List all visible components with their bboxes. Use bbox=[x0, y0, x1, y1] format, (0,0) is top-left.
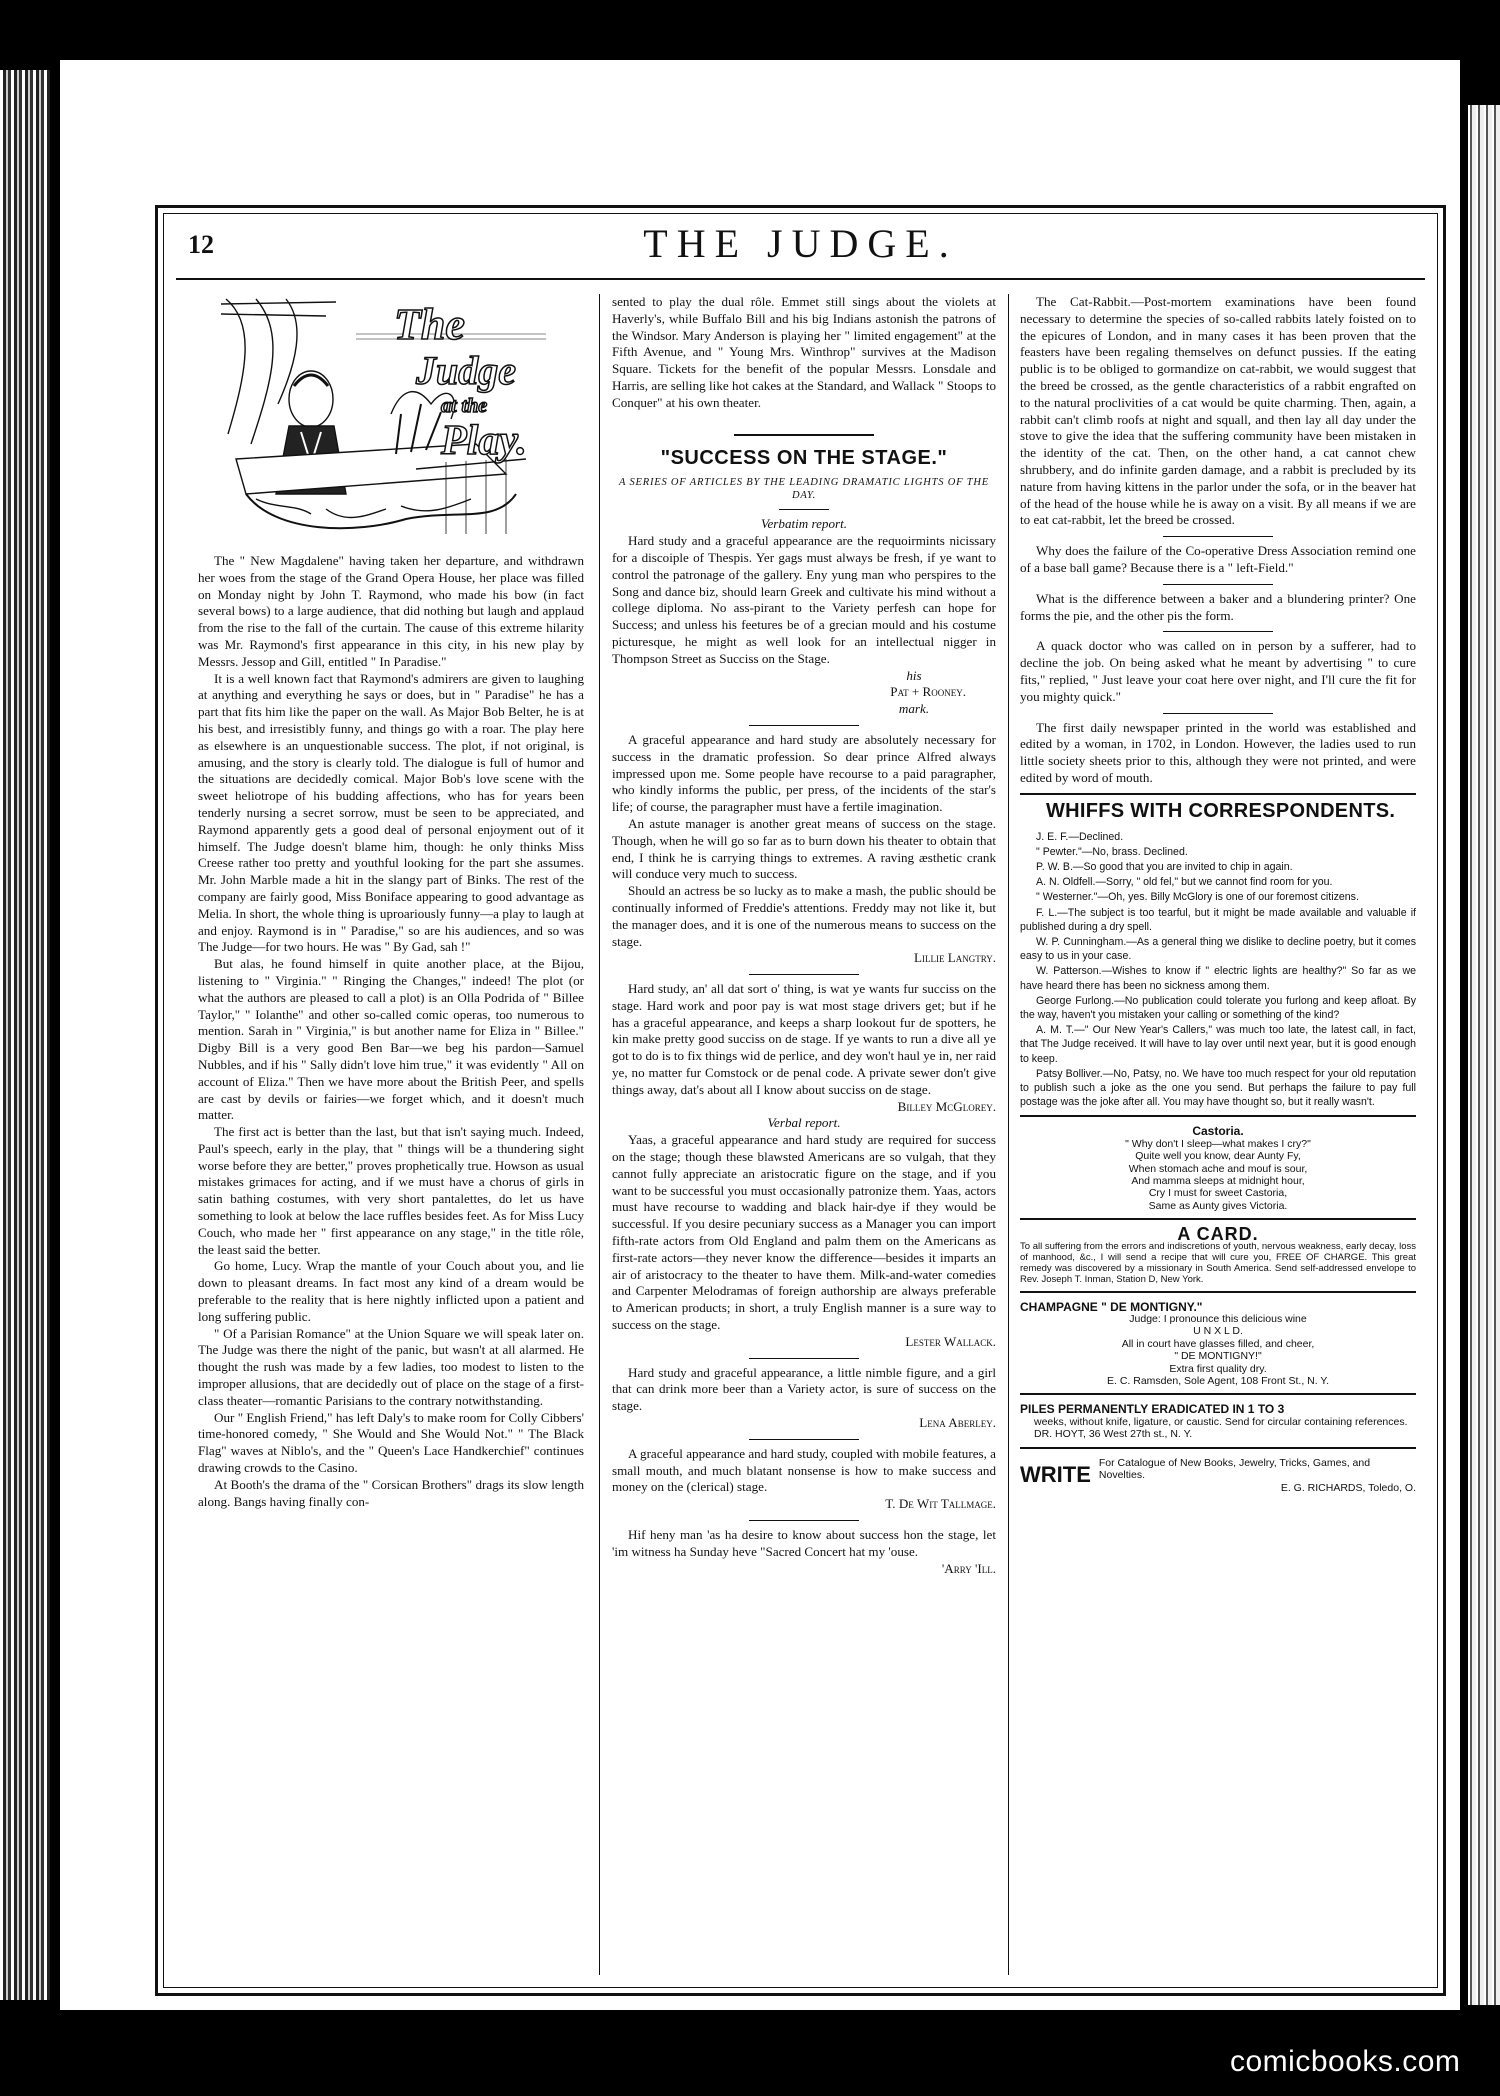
column-divider bbox=[599, 294, 600, 1975]
article-paragraph: It is a well known fact that Raymond's admirers are given to laughing at anything and everything he says or does, but in " Paradise" he has a part that fits him like the paper on the wall. As Major Bob Belter, he is at his best, and irresistibly funny, and things go with a roar. The play here as elsewhere is an unquestionable success. The plot, if not original, is amusing, and the story is clearly told. The dialogue is full of humor and the situations are decidedly comical. Major Bob's love scene with the sweet heliotrope of his budding affections, who has for years been tenderly nursing a secret sorrow, must be seen to be appreciated, and Raymond apparently gets a good deal of personal enjoyment out of it himself. The Judge doesn't blame him, though: he only thinks Miss Creese rather too pretty and youthful looking for the part she assumes. Mr. John Marble made a hit in the slangy part of Binks. The rest of the company are fairly good, Miss Boniface appearing to good advantage as Melia. In short, the whole thing is uproariously funny—a play to laugh at and enjoy. Raymond is in " Paradise," so are his audiences, and so was The Judge—for two hours. He was " By Gad, sah !" bbox=[198, 670, 584, 955]
paper bbox=[60, 60, 1460, 2010]
correspondent-reply: George Furlong.—No publication could tolerate you furlong and keep afloat. By the way, haven't you mistaken your calling or something of the kind? bbox=[1020, 994, 1416, 1021]
svg-text:at the: at the bbox=[441, 395, 488, 417]
castoria-ad: Castoria. " Why don't I sleep—what makes I cry?" Quite well you know, dear Aunty Fy, When stomach ache and mouf is sour, And mamma sleeps at midnight hour, Cry I must for sweet Castoria, Same as Aunty gives Victoria. bbox=[1125, 1124, 1311, 1212]
section-subtitle: A SERIES OF ARTICLES BY THE LEADING DRAMATIC LIGHTS OF THE DAY. bbox=[619, 477, 989, 502]
report-label: Verbatim report. bbox=[760, 516, 848, 532]
correspondent-reply: W. P. Cunningham.—As a general thing we dislike to decline poetry, but it comes easy to us in your case. bbox=[1020, 935, 1416, 963]
article-paragraph: But alas, he found himself in quite another place, at the Bijou, listening to " Virginia." " Ringing the Changes," indeed! The plot (or what the authors are pleased to call a plot) is an Olla Podrida of " Billee Taylor," " Iolanthe" and other so-called comic operas, too numerous to mention. Sarah in " Virginia," is but another name for Eliza in " Billee." Digby Bill is a very good Ben Bar—we beg his pardon—Samuel Nubbles, and if his " Sally didn't love him true," it was evidently " All on account of Eliza." Then we have more about the British Peer, and spells are cast by devils or fairies—we forget which, and it doesn't much matter. bbox=[198, 956, 584, 1123]
article-paragraph: The " New Magdalene" having taken her departure, and withdrawn her woes from the stage of the Grand Opera House, her place was filled on Monday night by John T. Raymond, who made his bow (in fact several bows) to a large audience, that did nothing but laugh and applaud from the rise to the fall of the curtain. The cause of this extreme hilarity was Mr. Raymond's first appearance in this city, in his new play by Messrs. Jessop and Gill, entitled " In Paradise." bbox=[198, 553, 584, 669]
whiffs-heading: WHIFFS WITH CORRESPONDENTS. bbox=[1046, 799, 1396, 822]
report-label: Verbal report. bbox=[767, 1115, 841, 1131]
article-paragraph: The first daily newspaper printed in the world was established and edited by a woman, in 1702, in London. However, the ladies used to run little society sheets prior to this, although they were not printed, and were edited by word of mouth. bbox=[1020, 719, 1416, 785]
signature: Lester Wallack. bbox=[905, 1333, 996, 1349]
masthead-rule bbox=[176, 278, 1425, 280]
article-paragraph: The Cat-Rabbit.—Post-mortem examinations have been found necessary to determine the species of so-called rabbits lately foisted on to the epicures of London, and in many cases it has been proven that the feasters have been regaling themselves on defunct pussies. If the eating public is to be obliged to gormandize on cat-rabbit, we would suggest that the breed be crossed, as the gentle characteristics of a rabbit engrafted on to the natural proclivities of a cat would be quite charming. Then, again, a rabbit can't climb roofs at night and squall, and then lay all day under the stove to give the idea that the suffering community have been mistaken in the identity of the cat. Then, on the other hand, a cat cannot chew shrubbery, and do infinite garden damage, and a rabbit is precluded by its nature from having kittens in the parlor under the sofa, or in the beaver hat of the head of the house while he is away on a visit. By all means if we are to eat cat-rabbit, let the breed be crossed. bbox=[1020, 294, 1416, 528]
article-paragraph: What is the difference between a baker and a blundering printer? One forms the pie, and the other pis the form. bbox=[1020, 590, 1416, 623]
svg-text:The: The bbox=[394, 300, 465, 349]
column-2 bbox=[612, 294, 996, 1577]
signature: T. De Wit Tallmage. bbox=[885, 1496, 996, 1512]
page-frame bbox=[155, 205, 1446, 1996]
masthead: THE JUDGE. bbox=[643, 221, 958, 266]
theater-box-drawing bbox=[216, 294, 546, 539]
piles-ad: PILES PERMANENTLY ERADICATED IN 1 TO 3 weeks, without knife, ligature, or caustic. Send for circular containing references. DR. HOYT, 36 West 27th st., N. Y. bbox=[1020, 1402, 1408, 1441]
signature-note: his bbox=[906, 667, 922, 683]
signature: Lena Aberley. bbox=[919, 1415, 996, 1431]
article-paragraph: Why does the failure of the Co-operative Dress Association remind one of a base ball game? Because there is a " left-Field." bbox=[1020, 543, 1416, 575]
article-paragraph: Hard study, an' all dat sort o' thing, is wat ye wants fur succiss on the stage. Hard work and poor pay is wat most stage drivers get; but if he has a graceful appearance, and keeps a sharp lookout fur de spotters, he kin make pretty good succiss on de stage. If ye wants to run a dive all ye got to do is to fix things wid de perlice, and dey won't haul ye in, ner raid ye, no matter fur Comstock or de penal code. A private sewer don't give things away, dat's about all I know about succiss on de stage. bbox=[612, 981, 996, 1097]
article-paragraph: Hif heny man 'as ha desire to know about success hon the stage, let 'im witness ha Sunday heve "Sacred Concert hat my 'ouse. bbox=[612, 1527, 996, 1559]
correspondent-reply: W. Patterson.—Wishes to know if " electric lights are healthy?" So far as we have heard there has been no sickness among them. bbox=[1020, 965, 1416, 992]
scan-edge-right bbox=[1468, 105, 1500, 2005]
column-3 bbox=[1020, 294, 1416, 1494]
scan-edge-left bbox=[0, 70, 50, 2000]
correspondent-reply: P. W. B.—So good that you are invited to chip in again. bbox=[1036, 860, 1293, 873]
site-watermark: comicbooks.com bbox=[1230, 2045, 1461, 2078]
signature: Billey McGlorey. bbox=[897, 1098, 996, 1114]
article-paragraph: Should an actress be so lucky as to make a mash, the public should be continually informed of Freddie's attentions. Freddy may not like it, but the manager does, and it is one of the numerous means to success on the stage. bbox=[612, 883, 996, 949]
article-paragraph: " Of a Parisian Romance" at the Union Square we will speak later on. The Judge was there the night of the panic, but wasn't at all alarmed. He thought the rush was made by a few ladies, too modest to listen to the improper allusions, that are decidedly out of place on the stage of a first-class theater—romantic Parisians to the contrary notwithstanding. bbox=[198, 1325, 584, 1408]
correspondents-list bbox=[1020, 830, 1416, 1110]
correspondent-reply: A. M. T.—" Our New Year's Callers," was much too late, the latest call, in fact, that The Judge received. It will have to lay over until next year, but it is good enough to keep. bbox=[1020, 1024, 1416, 1065]
card-ad: A CARD. To all suffering from the errors and indiscretions of youth, nervous weakness, early decay, loss of manhood, &c., I will send a recipe that will cure you, FREE OF CHARGE. This great remedy was discovered by a missionary in South America. Send self-addressed envelope to Rev. Joseph T. Inman, Station D, New York. bbox=[1020, 1224, 1416, 1285]
article-paragraph: An astute manager is another great means of success on the stage. Though, when he will go so far as to burn down his theater to obtain that end, I think he is carrying things to extremes. A raving æsthetic crank will conduce very much to success. bbox=[612, 815, 996, 882]
signature: 'Arry 'Ill. bbox=[941, 1560, 996, 1576]
svg-text:Play.: Play. bbox=[441, 418, 527, 464]
article-paragraph: A graceful appearance and hard study, coupled with mobile features, a small mouth, and much blatant nonsense is how to make success and money on the (clerical) stage. bbox=[612, 1445, 996, 1495]
article-paragraph: Hard study and a graceful appearance are the requoirmints nicissary for a discoiple of Thespis. Yer gags must always be fresh, if ye want to control the patronage of the gallery. Eny yung man who perspires to the Song and dance biz, should learn Greek and cultivate his mind without a college diploma. No ass-pirant to the Variety perfesh can hope for Success; and unless his feetures be of a grecian mould and his costume picturesque, he might as well look for an intellectual nigger in Thompson Street as Succiss on the Stage. bbox=[612, 533, 996, 666]
correspondent-reply: " Westerner."—Oh, yes. Billy McGlory is one of our foremost citizens. bbox=[1036, 891, 1359, 904]
article-paragraph: Hard study and graceful appearance, a little nimble figure, and a girl that can drink more beer than a Variety actor, is sure of success on the stage. bbox=[612, 1364, 996, 1414]
correspondent-reply: " Pewter."—No, brass. Declined. bbox=[1036, 845, 1188, 858]
page-number: 12 bbox=[188, 230, 214, 259]
article-paragraph: A graceful appearance and hard study are absolutely necessary for success in the dramatic profession. So dear prince Alfred always impressed upon me. Some people have recourse to a paid paragrapher, who kindly informs the public, per press, of the incidents of the star's life; of course, the paragrapher must have a fertile imagination. bbox=[612, 731, 996, 815]
article-paragraph: sented to play the dual rôle. Emmet still sings about the violets at Haverly's, while Buffalo Bill and his big Indians astonish the patrons of the Windsor. Mary Anderson is playing her " limited engagement" at the Fifth Avenue, and " Young Mrs. Winthrop" survives at the Madison Square. Tickets for the benefit of the popular Messrs. Lonsdale and Harris, are selling like hot cakes at the Standard, and Wallack " Stoops to Conquer" at his own theater. bbox=[612, 294, 996, 410]
article-paragraph: Go home, Lucy. Wrap the mantle of your Couch about you, and lie down to pleasant dreams. In fact most any kind of a dream would be preferable to the reality that is here nightly inflicted upon a patient and long suffering public. bbox=[198, 1258, 584, 1324]
correspondent-reply: A. N. Oldfell.—Sorry, " old fel," but we cannot find room for you. bbox=[1036, 876, 1333, 889]
article-paragraph: A quack doctor who was called on in person by a sufferer, had to decline the job. On being asked what he meant by advertising " to cure fits," replied, " Just leave your coat here over night, and I'll cure the fit for you mighty quick." bbox=[1020, 638, 1416, 704]
article-paragraph: Our " English Friend," has left Daly's to make room for Colly Cibbers' time-honored comedy, " She Would and She Would Not." " The Black Flag" waves at Niblo's, and the " Queen's Lace Handkerchief" continues drawing crowds to the Casino. bbox=[198, 1409, 584, 1476]
svg-text:Judge: Judge bbox=[416, 348, 516, 393]
signature: Lillie Langtry. bbox=[913, 950, 996, 966]
correspondent-reply: F. L.—The subject is too tearful, but it might be made available and valuable if published during a dry spell. bbox=[1020, 906, 1416, 933]
article-paragraph: The first act is better than the last, but that isn't saying much. Indeed, Paul's speech, early in the play, that " things will be a thundering sight worse before they are better," proves prophetically true. Howson as usual mistakes grimaces for acting, and if we must have a chorus of girls in satin bathing costumes, with very short pantalettes, do let us have something to look at below the lace ruffles besides feet. As for Miss Lucy Couch, who made her " first appearance on any stage," in the title rôle, the least said the better. bbox=[198, 1124, 584, 1257]
write-ad: WRITE For Catalogue of New Books, Jewelry, Tricks, Games, and Novelties. E. G. RICHARDS, Toledo, O. bbox=[1020, 1456, 1416, 1494]
article-paragraph: At Booth's the drama of the " Corsican Brothers" drags its slow length along. Bangs having finally con- bbox=[198, 1476, 584, 1509]
correspondent-reply: Patsy Bolliver.—No, Patsy, no. We have too much respect for your old reputation to publish such a joke as the one you send. But perhaps the failure to pay full postage was the joke after all. You may have thought so, but it really wasn't. bbox=[1020, 1067, 1416, 1109]
article-paragraph: Yaas, a graceful appearance and hard study are required for success on the stage; though these blawsted Americans are so vulgah, that they cannot fully appreciate an aristocratic figure on the stage, and if you want to be successful you must occasionally patronize them. Yaas, actors must have recourse to wadding and black hair-dye if they would be successful. If you desire pecuniary success as a Manager you can import fifth-rate actors from Old England and palm them on the Americans as first-rate actors—they never know the difference—besides it imparts an air of aristocracy to the theater to have them. Milk-and-water comedies and Carpenter Melodramas of foreign authorship are always preferable to American products; in short, a truly English manner is a sure way to success on the stage. bbox=[612, 1132, 996, 1333]
signature-note: mark. bbox=[898, 701, 930, 717]
champagne-ad: CHAMPAGNE " DE MONTIGNY." Judge: I pronounce this delicious wine U N X L D. All in court have glasses filled, and cheer, " DE MONTIGNY!" Extra first quality dry. E. C. Ramsden, Sole Agent, 108 Front St., N. Y. bbox=[1020, 1299, 1329, 1388]
section-title: "SUCCESS ON THE STAGE." bbox=[660, 446, 948, 469]
section-rule bbox=[734, 434, 874, 436]
column-divider bbox=[1008, 294, 1009, 1975]
column-1 bbox=[198, 294, 584, 1510]
signature: Pat + Rooney. bbox=[890, 684, 966, 700]
correspondent-reply: J. E. F.—Declined. bbox=[1036, 830, 1124, 843]
judge-at-play-illustration bbox=[216, 294, 546, 539]
